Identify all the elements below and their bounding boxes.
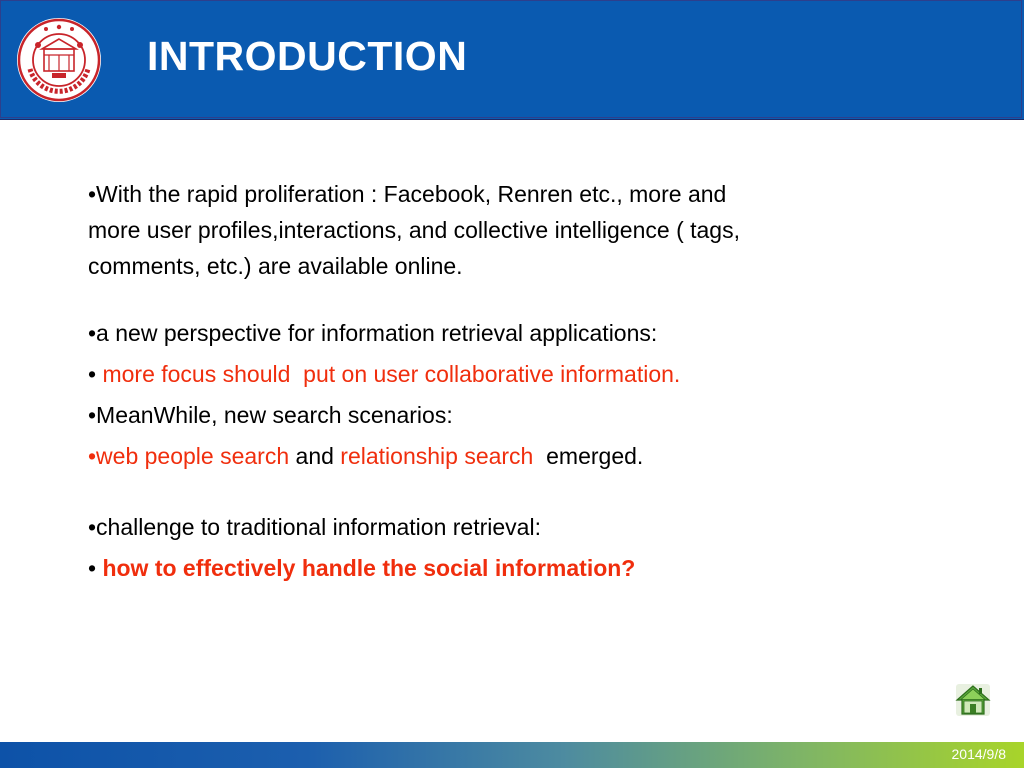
footer-bar [0, 742, 1024, 768]
bullet-new-perspective: •a new perspective for information retrieval applications: [88, 320, 658, 346]
social-information-question: how to effectively handle the social information? [102, 555, 636, 581]
web-people-search-text: •web people search [88, 443, 290, 469]
home-icon[interactable] [955, 683, 991, 717]
focus-collaborative-text: more focus should put on user collaborative information. [102, 361, 681, 387]
bullet-proliferation-line2: more user profiles,interactions, and collective intelligence ( tags, [88, 217, 740, 243]
bullet-focus-collaborative [88, 354, 908, 395]
bullet-social-information [88, 548, 908, 589]
emerged-text: emerged. [533, 443, 644, 469]
bullet-search-scenarios [88, 436, 908, 477]
bullet-marker: • [88, 555, 103, 581]
university-seal-icon [16, 17, 102, 103]
and-text: and [289, 443, 341, 469]
slide-body [88, 176, 908, 589]
bullet-marker: • [88, 361, 103, 387]
bullet-proliferation [88, 176, 908, 284]
relationship-search-text: relationship search [340, 443, 534, 469]
bullet-meanwhile: •MeanWhile, new search scenarios: [88, 402, 453, 428]
header-bar [0, 0, 1024, 120]
page-title: INTRODUCTION [147, 33, 468, 79]
footer-date: 2014/9/8 [951, 746, 1006, 762]
bullet-proliferation-line1: •With the rapid proliferation : Facebook, Renren etc., more and [88, 181, 727, 207]
bullet-proliferation-line3: comments, etc.) are available online. [88, 253, 463, 279]
bullet-challenge: •challenge to traditional information retrieval: [88, 514, 541, 540]
